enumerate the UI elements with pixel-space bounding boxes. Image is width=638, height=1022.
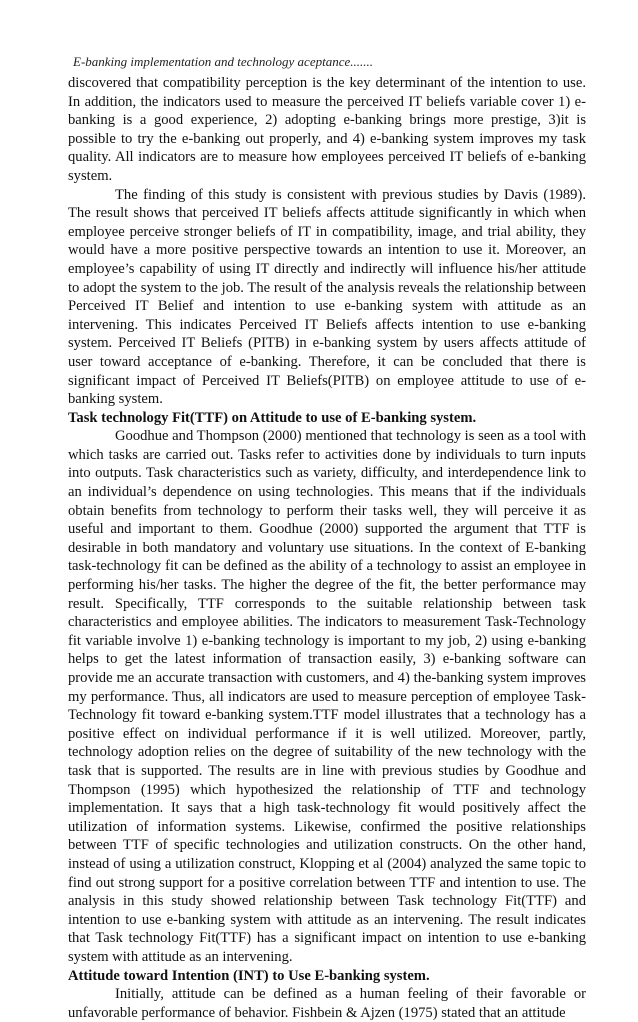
paragraph-compatibility: discovered that compatibility perception is the key determinant of the intention to use. In addition, the indicators used to measure the perceived IT beliefs variable cover 1) e-banking is a good experience, 2) adopting e-banking brings more prestige, 3)it is possible to try the e-banking out properly, and 4) e-banking system improves my task quality. All indicators are to measure how employees perceived IT beliefs of e-banking system. — [68, 75, 586, 184]
running-header: E-banking implementation and technology aceptance....... — [73, 54, 374, 69]
paragraph-finding: The finding of this study is consistent with previous studies by Davis (1989). The result shows that perceived IT beliefs affects attitude significantly in which when employee perceive stronger beliefs of IT in compatibility, image, and trial ability, they would have a more positive perspective towards an intention to use it. Moreover, an employee’s capability of using IT directly and indirectly will influence his/her attitude to adopt the system to the job. The result of the analysis reveals the relationship between Perceived IT Belief and intention to use e-banking system with attitude as an intervening. This indicates Perceived IT Beliefs affects intention to use e-banking system. Perceived IT Beliefs (PITB) in e-banking system by users affects attitude of user toward acceptance of e-banking. Therefore, it can be concluded that there is significant impact of Perceived IT Beliefs(PITB) on employee attitude to use of e-banking system. — [68, 186, 586, 408]
section-heading-ttf: Task technology Fit(TTF) on Attitude to use of E-banking system. — [68, 409, 477, 426]
paragraph-goodhue: Goodhue and Thompson (2000) mentioned that technology is seen as a tool with which tasks are carried out. Tasks refer to activities done by individuals to turn inputs into outputs. Task characteristics such as variety, difficulty, and interdependence link to an individual’s dependence on using technologies. This means that if the individuals obtain benefits from technology to perform their tasks well, they will perceive it as useful and important to them. Goodhue (2000) supported the argument that TTF is desirable in both mandatory and voluntary use situations. In the context of E-banking task-technology fit can be defined as the ability of a technology to assist an employee in performing his/her tasks. The higher the degree of the fit, the better performance may result. Specifically, TTF corresponds to the suitable relationship between task characteristics and employee abilities. The indicators to measurement Task-Technology fit variable involve 1) e-banking technology is important to my job, 2) using e-banking helps to get the latest information of transaction easily, 3) e-banking software can provide me an accurate transaction with customers, and 4) the-banking system improves my performance. Thus, all indicators are used to measure perception of employee Task-Technology fit toward e-banking system.TTF model illustrates that a technology has a positive effect on individual performance if it is well utilized. Moreover, partly, technology adoption relies on the degree of suitability of the new technology with the task that is supported. The results are in line with previous studies by Goodhue and Thompson (1995) which hypothesized the relationship of TTF and technology implementation. It says that a high task-technology fit would positively affect the utilization of information systems. Likewise, confirmed the positive relationships between TTF of specific technologies and utilization constructs. On the other hand, instead of using a utilization construct, Klopping et al (2004) analyzed the same topic to find out strong support for a positive correlation between TTF and intention to use. The analysis in this study showed relationship between Task technology Fit(TTF) and intention to use e-banking system with attitude as an intervening. The result indicates that Task technology Fit(TTF) has a significant impact on intention to use e-banking system with attitude as an intervening. — [68, 428, 586, 965]
body-text — [68, 74, 586, 1022]
section-heading-attitude: Attitude toward Intention (INT) to Use E-banking system. — [68, 967, 430, 984]
paragraph-attitude: Initially, attitude can be defined as a human feeling of their favorable or unfavorable performance of behavior. Fishbein & Ajzen (1975) stated that an attitude — [68, 986, 586, 1021]
